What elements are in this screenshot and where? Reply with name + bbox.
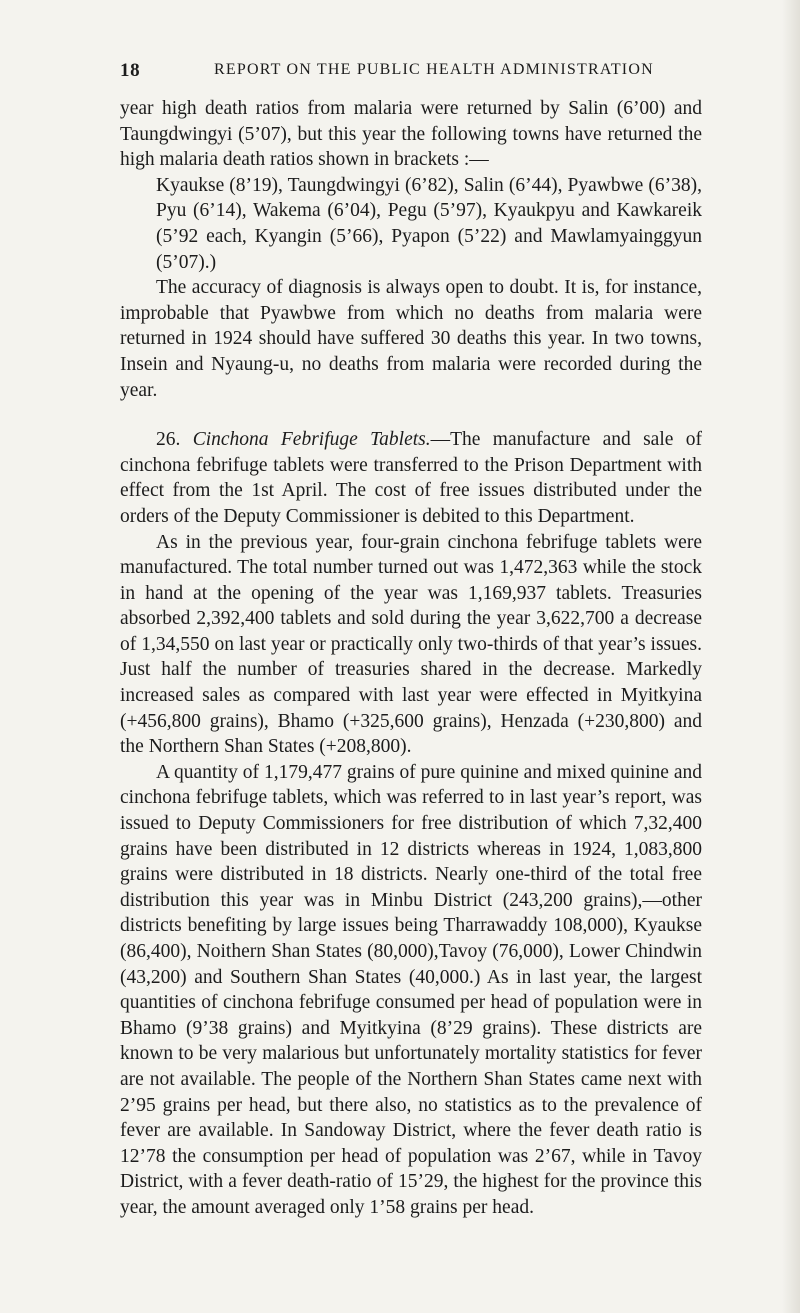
distribution-paragraph: A quantity of 1,179,477 grains of pure quinine and mixed quinine and cinchona febrifuge tablets, which was referred to in last year’s report, was issued to Deputy Commissioners for free distribution of which 7,32,400 grains have been distributed in 12 districts whereas in 1924, 1,083,800 grains were distributed in 18 districts. Nearly one-third of the total free distribution this year was in Minbu District (243,200 grains),—other districts benefiting by large issues being Tharrawaddy 108,000), Kyaukse (86,400), Noithern Shan States (80,000),Tavoy (76,000), Lower Chindwin (43,200) and Southern Shan States (40,000.) As in last year, the largest quantities of cinchona febrifuge consumed per head of population were in Bhamo (9’38 grains) and Myitkyina (8’29 grains). These districts are known to be very malarious but unfortunately mortality statistics for fever are not available. The people of the Northern Shan States came next with 2’95 grains per head, but there also, no statistics as to the prevalence of fever are available. In Sandoway District, where the fever death ratio is 12’78 the consumption per head of population was 2’67, while in Tavoy District, with a fever death-ratio of 15’29, the highest for the province this year, the amount averaged only 1’58 grains per head. <box>120 761 702 1218</box>
body-text <box>120 96 702 1221</box>
section-title: Cinchona Febrifuge Tablets. <box>192 429 431 451</box>
page-header <box>120 60 700 82</box>
page-edge-shadow <box>782 0 800 1313</box>
section-number: 26. <box>156 429 181 451</box>
diagnosis-paragraph: The accuracy of diagnosis is always open to doubt. It is, for instance, improbable that Pyawbwe from which no deaths from malaria were returned in 1924 should have suffered 30 deaths this year. In two towns, Insein and Nyaung-u, no deaths from malaria were recorded during the year. <box>120 277 702 401</box>
section-26-text: —The manufacture and sale of cinchona febrifuge tablets were transferred to the Prison Department with effect from the 1st April. The cost of free issues distributed under the orders of the Deputy Commissioner is debited to this Department. <box>120 429 702 527</box>
town-list-paragraph: Kyaukse (8’19), Taungdwingyi (6’82), Salin (6’44), Pyawbwe (6’38), Pyu (6’14), Wakema (6’04), Pegu (5’97), Kyaukpyu and Kawkareik (5’92 each, Kyangin (5’66), Pyapon (5’22) and Mawlamyainggyun (5’07).) <box>156 174 702 273</box>
section-gap <box>120 403 702 427</box>
section-26-paragraph <box>120 427 702 529</box>
page-number: 18 <box>120 60 141 81</box>
paragraph-continuation: year high death ratios from malaria were returned by Salin (6’00) and Taungdwingyi (5’07), but this year the following towns have returned the high malaria death ratios shown in brackets :— <box>120 98 702 171</box>
running-title: REPORT ON THE PUBLIC HEALTH ADMINISTRATION <box>214 61 654 78</box>
manufacture-paragraph: As in the previous year, four-grain cinchona febrifuge tablets were manufactured. The total number turned out was 1,472,363 while the stock in hand at the opening of the year was 1,169,937 tablets. Treasuries absorbed 2,392,400 tablets and sold during the year 3,622,700 a decrease of 1,34,550 on last year or practically only two-thirds of that year’s issues. Just half the number of treasuries shared in the decrease. Markedly increased sales as compared with last year were effected in Myitkyina (+456,800 grains), Bhamo (+325,600 grains), Henzada (+230,800) and the Northern Shan States (+208,800). <box>120 531 702 758</box>
